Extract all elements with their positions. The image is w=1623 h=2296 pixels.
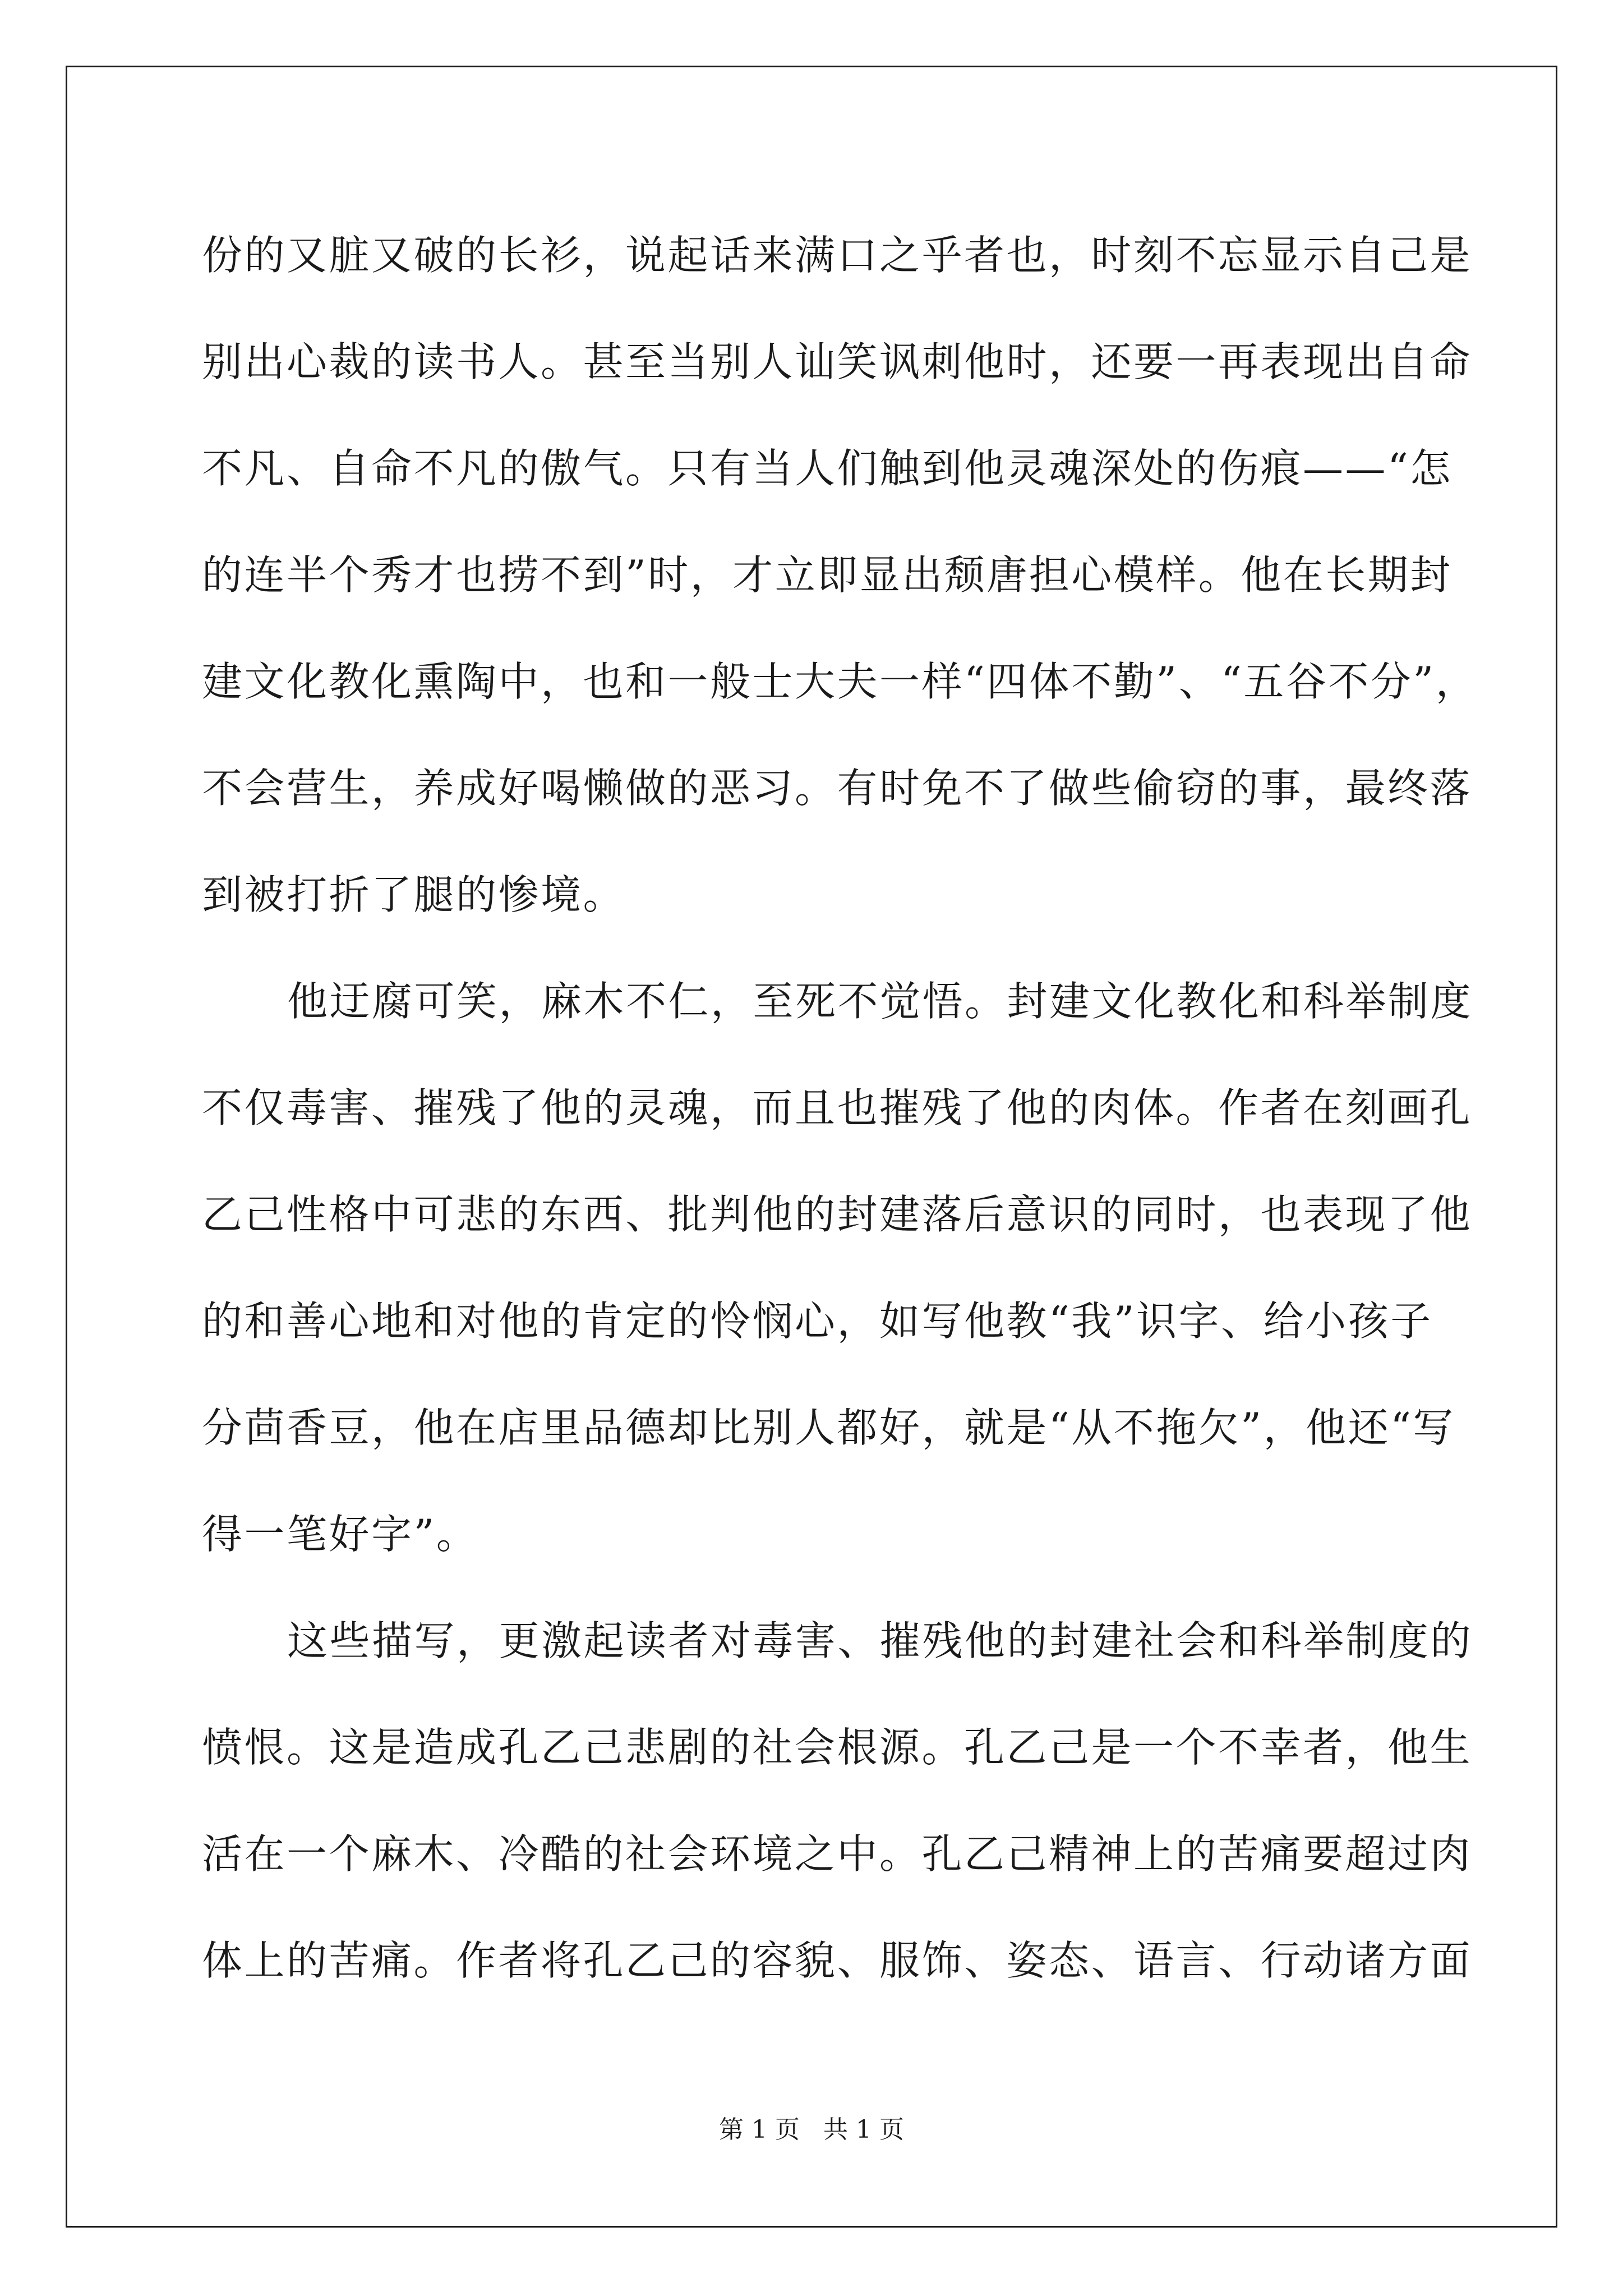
text-line: 别出心裁的读书人。甚至当别人讪笑讽刺他时，还要一再表现出自命 — [202, 338, 1473, 385]
text-line: 体上的苦痛。作者将孔乙己的容貌、服饰、姿态、语言、行动诸方面 — [202, 1937, 1473, 1984]
paragraph-start-line: 这些描写，更激起读者对毒害、摧残他的封建社会和科举制度的 — [287, 1617, 1473, 1664]
text-line: 的和善心地和对他的肯定的怜悯心，如写他教“我”识字、给小孩子 — [202, 1297, 1433, 1345]
text-line: 愤恨。这是造成孔乙己悲剧的社会根源。孔乙己是一个不幸者，他生 — [202, 1724, 1473, 1771]
text-line: 不仅毒害、摧残了他的灵魂，而且也摧残了他的肉体。作者在刻画孔 — [202, 1084, 1473, 1131]
page-total: 共 1 页 — [823, 2115, 904, 2144]
text-line: 的连半个秀才也捞不到”时，才立即显出颓唐担心模样。他在长期封 — [202, 551, 1453, 599]
paragraph-start-line: 他迂腐可笑，麻木不仁，至死不觉悟。封建文化教化和科举制度 — [287, 978, 1473, 1025]
text-line: 不凡、自命不凡的傲气。只有当人们触到他灵魂深处的伤痕——“怎 — [202, 445, 1453, 492]
text-line: 到被打折了腿的惨境。 — [202, 871, 626, 918]
text-line: 得一笔好字”。 — [202, 1511, 479, 1558]
text-line: 乙己性格中可悲的东西、批判他的封建落后意识的同时，也表现了他 — [202, 1191, 1473, 1238]
document-body — [202, 202, 1478, 2014]
page-footer — [0, 2109, 1623, 2145]
text-line: 不会营生，养成好喝懒做的恶习。有时免不了做些偷窃的事，最终落 — [202, 765, 1473, 812]
text-line: 活在一个麻木、冷酷的社会环境之中。孔乙己精神上的苦痛要超过肉 — [202, 1830, 1473, 1878]
text-line: 份的又脏又破的长衫，说起话来满口之乎者也，时刻不忘显示自己是 — [202, 232, 1473, 279]
text-line: 建文化教化熏陶中，也和一般士大夫一样“四体不勤”、“五谷不分”， — [202, 658, 1478, 705]
page-number: 第 1 页 — [719, 2115, 800, 2144]
text-line: 分茴香豆，他在店里品德却比别人都好，就是“从不拖欠”，他还“写 — [202, 1404, 1455, 1451]
